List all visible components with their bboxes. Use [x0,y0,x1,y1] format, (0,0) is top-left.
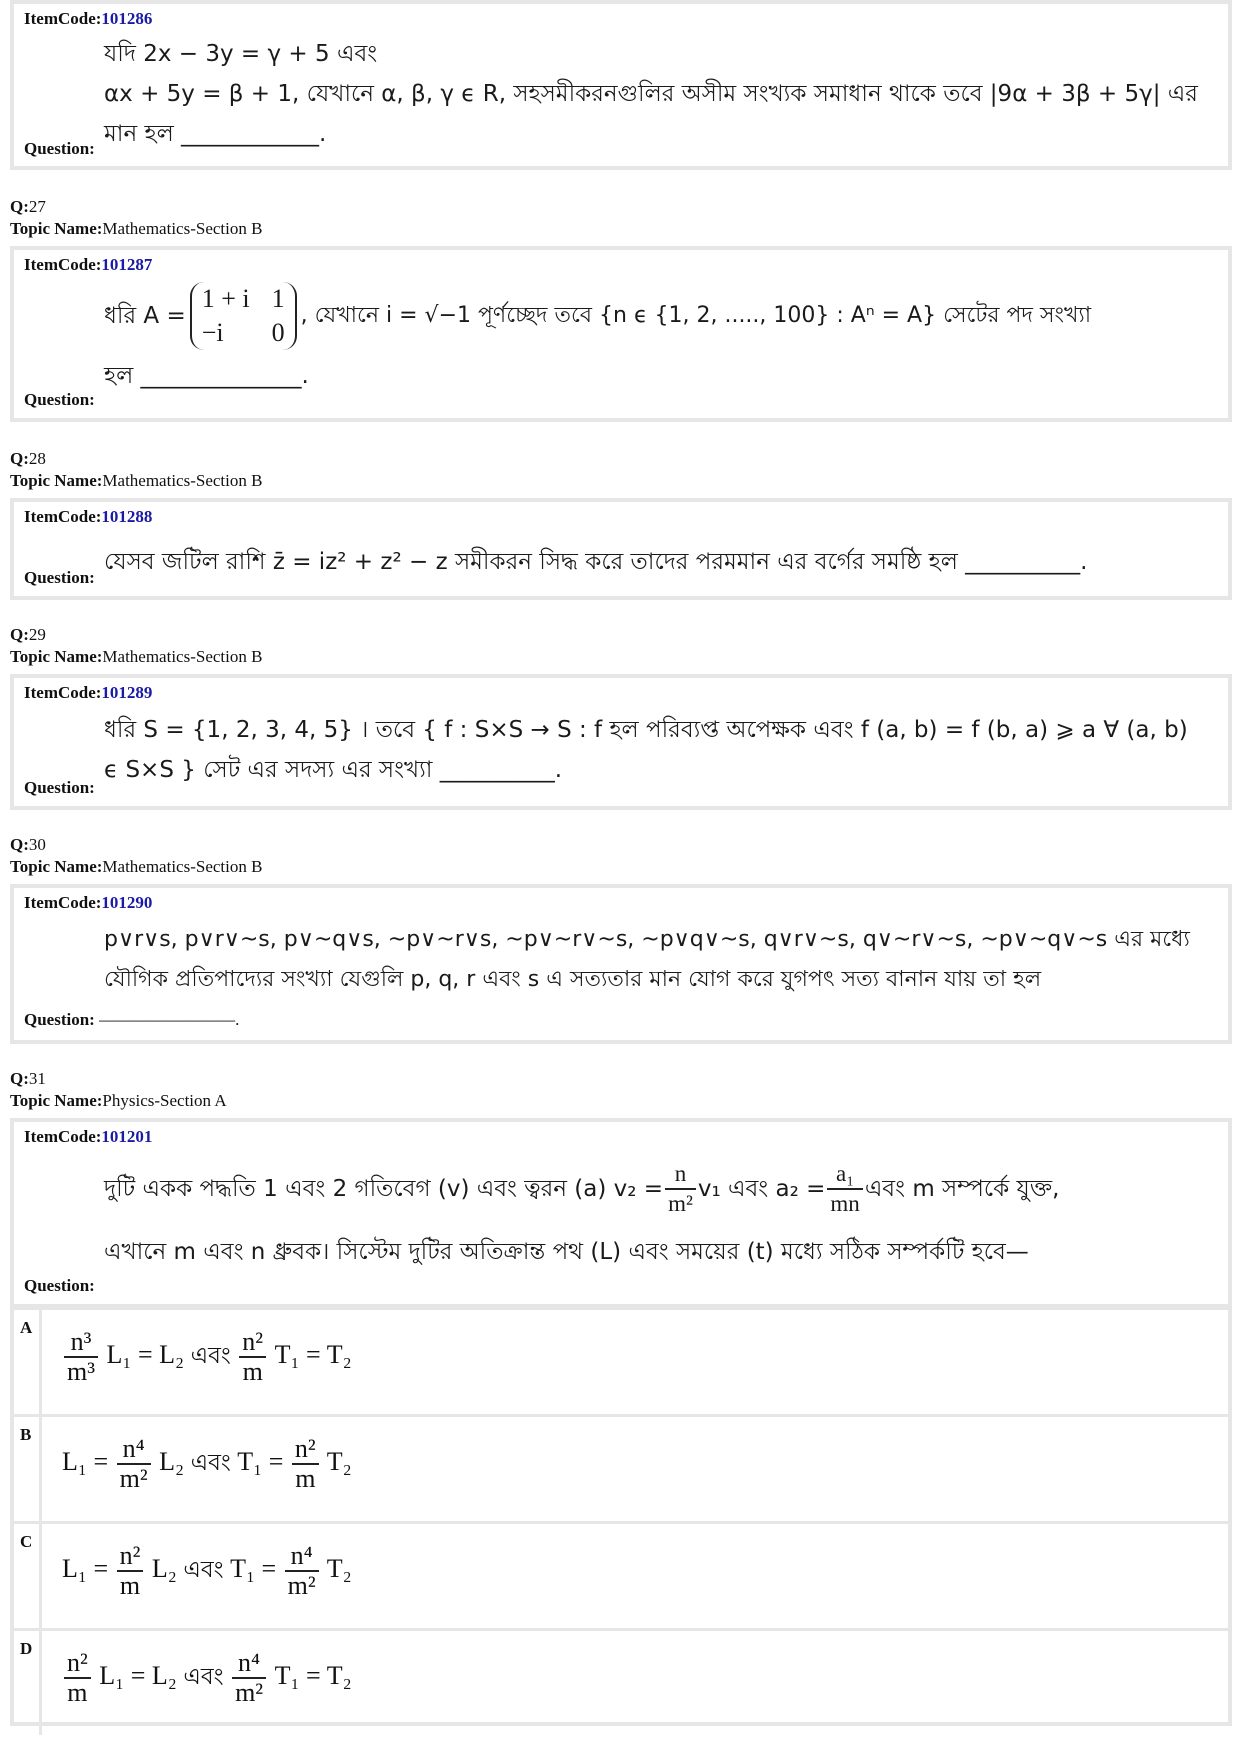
question-line-2: ϵ S×S } সেট এর সদস্য এর সংখ্যা __________. [104,757,563,783]
option-a[interactable] [14,1310,1228,1417]
matrix-cell: 1 + i [201,284,250,313]
question-header-27: Q:27 Topic Name:Mathematics-Section B [10,197,263,238]
question-line-1c: এবং m সম্পর্কে যুক্ত, [864,1176,1060,1202]
option-body: $\frac{\text{n²}}{m}$ L₁ = L₂ এবং $\frac{\text{n⁴}}{\text{m²}}$ T₁ = T₂ [62,1649,352,1707]
question-header-31: Q:31 Topic Name:Physics-Section A [10,1069,227,1110]
question-header-28: Q:28 Topic Name:Mathematics-Section B [10,449,263,490]
question-label: Question: [24,778,95,797]
question-label: Question: [24,1276,95,1295]
question-text [104,710,1218,790]
question-card-31 [10,1118,1232,1308]
question-card-30 [10,884,1232,1044]
question-label: Question: ————————. [24,1010,240,1029]
option-letter: C [14,1524,42,1628]
question-text [104,1160,1218,1272]
question-card-27 [10,246,1232,422]
option-d[interactable] [14,1631,1228,1735]
question-text [104,34,1218,154]
matrix-cell: −i [201,318,224,347]
question-header-30: Q:30 Topic Name:Mathematics-Section B [10,835,263,876]
question-line-1a: দুটি একক পদ্ধতি 1 এবং 2 গতিবেগ (v) এবং ত্বরন (a) v₂ = [104,1176,664,1202]
fraction: $\frac{n}{\text{m²}}$ [665,1160,696,1218]
question-line-1: যদি 2x − 3y = γ + 5 এবং [104,41,378,67]
option-letter: A [14,1310,42,1414]
question-line-1: যেসব জটিল রাশি z̄ = iz² + z² − z সমীকরন সিদ্ধ করে তাদের পরমমান এর বর্গের সমষ্ঠি হল __________. [104,549,1088,575]
option-body: L₁ = $\frac{\text{n²}}{m}$ L₂ এবং T₁ = $\frac{\text{n⁴}}{\text{m²}}$ T₂ [62,1541,352,1600]
question-card-26 [10,0,1232,170]
question-line-2: যৌগিক প্রতিপাদ্যের সংখ্যা যেগুলি p, q, r এবং s এ সত্যতার মান যোগ করে যুগপৎ সত্য বানান যায় তা হল [104,967,1042,992]
question-line-2: হল ______________. [104,363,309,389]
item-code: ItemCode:101290 [24,893,153,912]
matrix-cell: 0 [271,318,285,347]
question-text [104,920,1218,1000]
option-c[interactable] [14,1524,1228,1631]
question-line-1: p∨r∨s, p∨r∨~s, p∨~q∨s, ~p∨~r∨s, ~p∨~r∨~s, ~p∨q∨~s, q∨r∨~s, q∨~r∨~s, ~p∨~q∨~s এর মধ্যে [104,927,1190,952]
question-line-2: αx + 5y = β + 1, যেখানে α, β, γ ϵ R, সহসমীকরনগুলির অসীম সংখ্যক সমাধান থাকে তবে |9α + 3β + 5γ| এর [104,81,1198,107]
question-text [104,282,1218,396]
question-line-1a: ধরি A = [104,303,186,329]
fraction: $\frac{\text{a₁}}{mn}$ [827,1160,862,1218]
question-label: Question: [24,568,95,587]
option-body: $\frac{\text{n³}}{\text{m³}}$ L₁ = L₂ এবং $\frac{\text{n²}}{m}$ T₁ = T₂ [62,1328,352,1386]
question-label: Question: [24,139,95,158]
question-header-29: Q:29 Topic Name:Mathematics-Section B [10,625,263,666]
matrix-A [190,282,297,350]
item-code: ItemCode:101287 [24,255,153,274]
question-label: Question: [24,390,95,409]
options-table [10,1306,1232,1726]
question-card-29 [10,674,1232,810]
question-line-1b: v₁ এবং a₂ = [697,1176,826,1202]
option-letter: D [14,1631,42,1735]
question-line-2: এখানে m এবং n ধ্রুবক। সিস্টেম দুটির অতিক্রান্ত পথ (L) এবং সময়ের (t) মধ্যে সঠিক সম্পর্কটি হবে— [104,1239,1029,1265]
option-letter: B [14,1417,42,1521]
item-code: ItemCode:101288 [24,507,153,526]
matrix-cell: 1 [271,284,285,313]
question-line-1b: , যেখানে i = √−1 পূর্ণচ্ছেদ তবে {n ϵ {1, 2, ....., 100} : Aⁿ = A} সেটের পদ সংখ্যা [300,303,1092,328]
answer-blank: ————————. [99,1010,240,1029]
question-line-3: মান হল ____________. [104,121,327,147]
item-code: ItemCode:101286 [24,9,153,28]
item-code: ItemCode:101201 [24,1127,153,1146]
question-card-28 [10,498,1232,600]
question-line-1: ধরি S = {1, 2, 3, 4, 5} । তবে { f : S×S → S : f হল পরিব্যপ্ত অপেক্ষক এবং f (a, b) = f (b, a) ⩾ a ∀ (a, b) [104,717,1188,743]
item-code: ItemCode:101289 [24,683,153,702]
option-b[interactable] [14,1417,1228,1524]
option-body: L₁ = $\frac{\text{n⁴}}{\text{m²}}$ L₂ এবং T₁ = $\frac{\text{n²}}{m}$ T₂ [62,1434,352,1493]
question-text [104,542,1218,582]
